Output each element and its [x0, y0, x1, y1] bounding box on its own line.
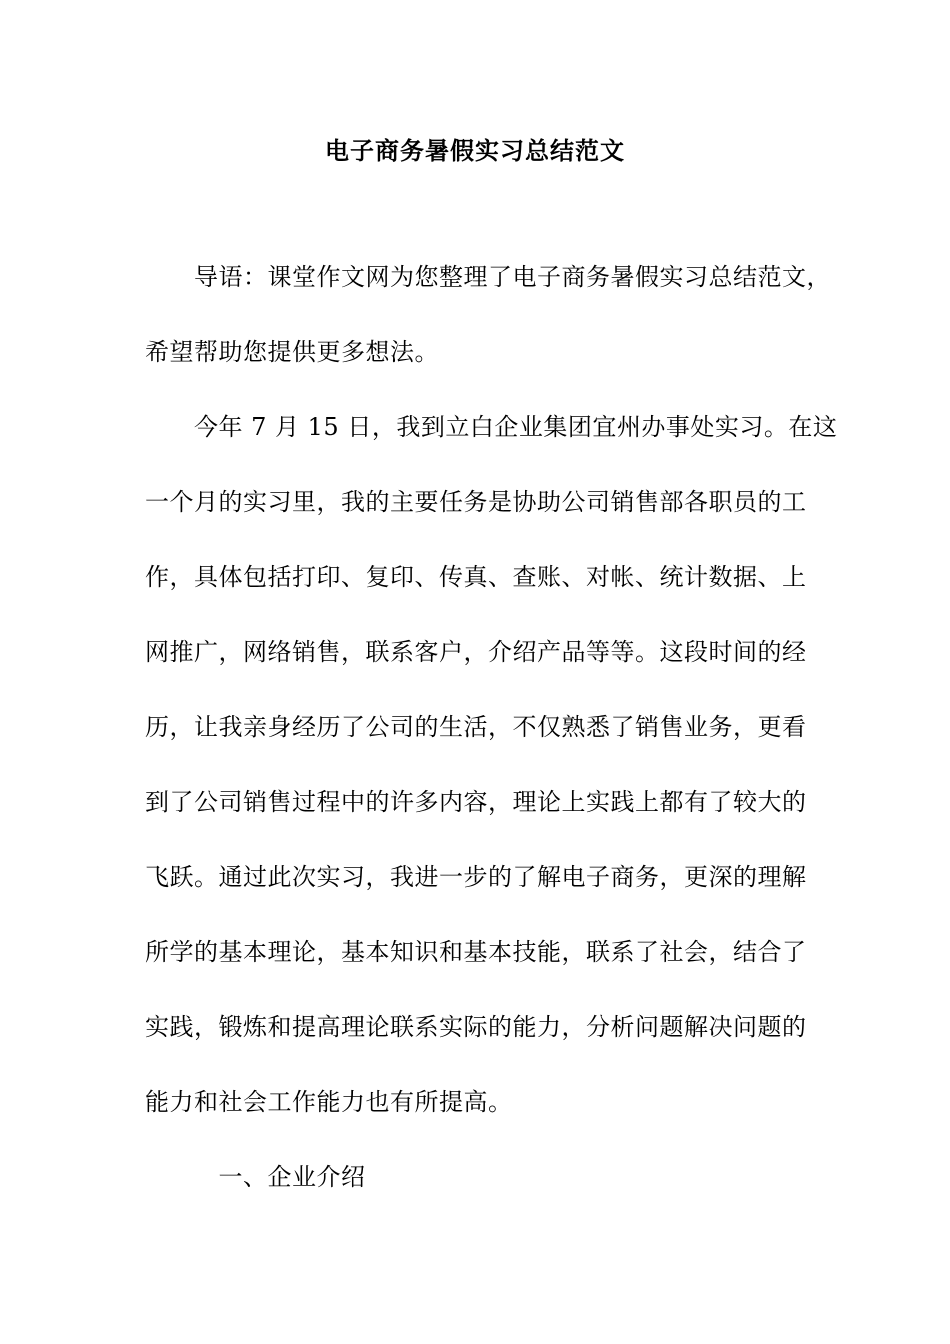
paragraph-line: 网推广，网络销售，联系客户，介绍产品等等。这段时间的经	[145, 638, 807, 666]
paragraph-line: 历，让我亲身经历了公司的生活，不仅熟悉了销售业务，更看	[145, 713, 807, 741]
paragraph-line: 实践，锻炼和提高理论联系实际的能力，分析问题解决问题的	[145, 1013, 807, 1041]
document-title: 电子商务暑假实习总结范文	[325, 136, 625, 165]
paragraph-line: 导语：课堂作文网为您整理了电子商务暑假实习总结范文，	[145, 263, 831, 291]
paragraph-line: 作，具体包括打印、复印、传真、查账、对帐、统计数据、上	[145, 563, 807, 591]
paragraph-line: 希望帮助您提供更多想法。	[145, 338, 439, 366]
paragraph-line: 能力和社会工作能力也有所提高。	[145, 1088, 513, 1116]
section-heading: 一、企业介绍	[145, 1163, 366, 1191]
paragraph-line: 飞跃。通过此次实习，我进一步的了解电子商务，更深的理解	[145, 863, 807, 891]
paragraph-line: 今年 7 月 15 日，我到立白企业集团宜州办事处实习。在这	[145, 413, 838, 441]
paragraph-line: 所学的基本理论，基本知识和基本技能，联系了社会，结合了	[145, 938, 807, 966]
paragraph-line: 一个月的实习里，我的主要任务是协助公司销售部各职员的工	[145, 488, 807, 516]
paragraph-line: 到了公司销售过程中的许多内容，理论上实践上都有了较大的	[145, 788, 807, 816]
